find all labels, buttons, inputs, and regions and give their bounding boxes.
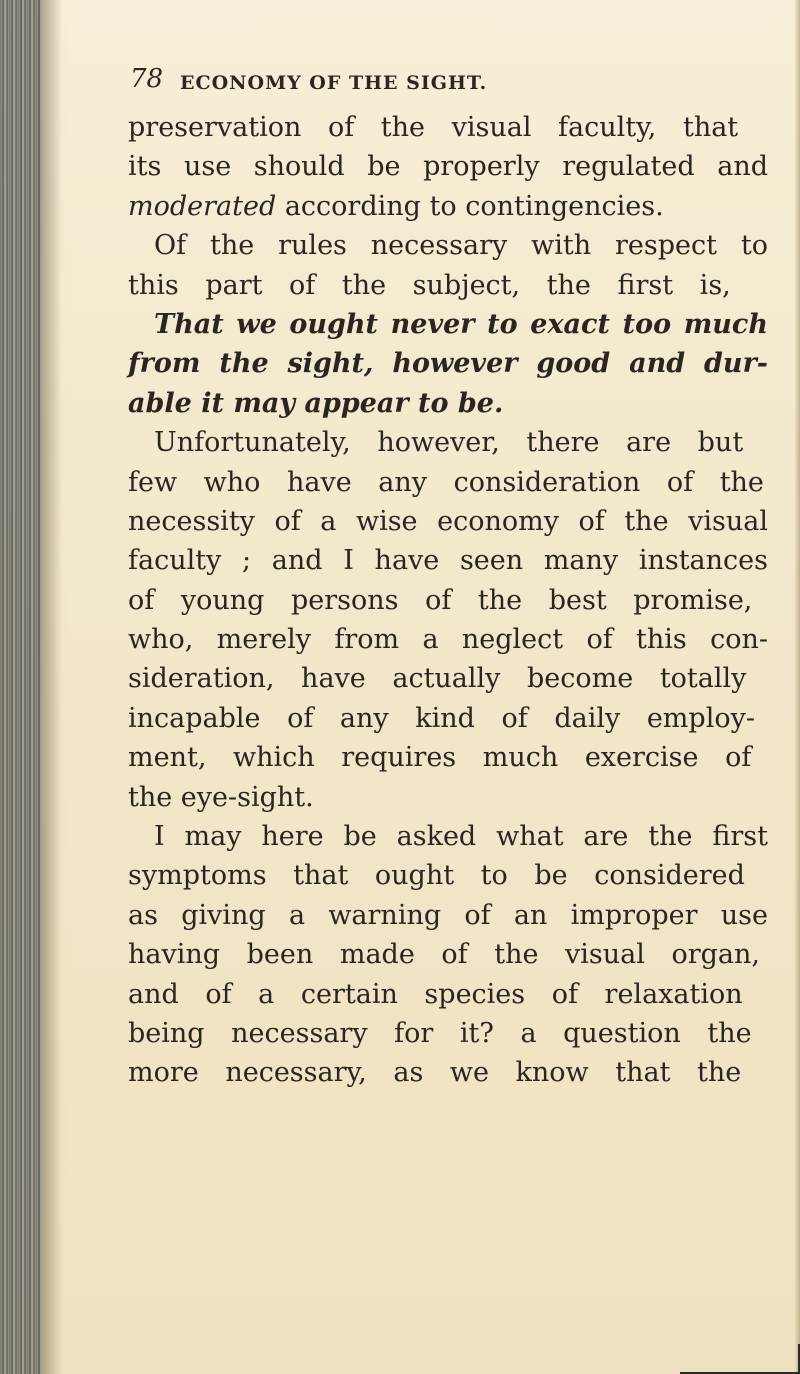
text-line [128, 659, 768, 698]
text-span: necessity of a wise economy of the visual [128, 505, 768, 537]
text-line [128, 896, 768, 935]
text-line [128, 620, 768, 659]
book-binding [0, 0, 42, 1374]
text-line [128, 1053, 768, 1092]
text-line [128, 305, 768, 344]
text-line [128, 541, 768, 580]
text-line [128, 266, 768, 305]
text-span: few who have any consideration of the [128, 466, 764, 498]
text-line [128, 975, 768, 1014]
text-span: moderated [128, 190, 277, 222]
text-span: the eye-sight. [128, 781, 314, 813]
page-header [130, 64, 650, 104]
text-span: its use should be properly regulated and [128, 151, 768, 183]
text-span: preservation of the visual faculty, that [128, 112, 739, 143]
text-span: That we ought never to exact too much [154, 308, 768, 340]
text-span: who, merely from a neglect of this con- [128, 624, 768, 656]
running-head: ECONOMY OF THE SIGHT. [180, 72, 488, 94]
text-line [128, 502, 768, 541]
gutter-shadow [42, 0, 62, 1374]
text-span: Of the rules necessary with respect to [154, 230, 768, 262]
text-line [128, 187, 768, 226]
page-number: 78 [130, 64, 164, 94]
text-line [128, 226, 768, 265]
text-span: more necessary, as we know that the [128, 1057, 742, 1089]
text-span: this part of the subject, the first is, [128, 269, 731, 301]
text-span: symptoms that ought to be considered [128, 860, 745, 892]
text-span: I may here be asked what are the first [154, 821, 768, 853]
text-span: having been made of the visual organ, [128, 939, 760, 971]
text-line [128, 778, 768, 817]
text-span: according to contingencies. [276, 190, 664, 222]
page-edge [794, 0, 800, 1374]
text-span: being necessary for it? a question the [128, 1017, 752, 1049]
text-line [128, 1014, 768, 1053]
text-line [128, 856, 768, 895]
text-line [128, 108, 768, 147]
text-span: incapable of any kind of daily employ- [128, 702, 755, 734]
text-line [128, 935, 768, 974]
text-span: sideration, have actually become totally [128, 663, 747, 695]
text-line [128, 817, 768, 856]
text-span: Unfortunately, however, there are but [154, 427, 744, 459]
text-span: from the sight, however good and dur- [128, 348, 768, 380]
text-span: ment, which requires much exercise of [128, 742, 752, 774]
text-span: of young persons of the best promise, [128, 584, 753, 616]
text-span: faculty ; and I have seen many instances [128, 545, 768, 577]
text-line [128, 463, 768, 502]
text-line [128, 699, 768, 738]
text-span: and of a certain species of relaxation [128, 978, 743, 1010]
text-line [128, 738, 768, 777]
text-line [128, 384, 768, 423]
text-line [128, 147, 768, 186]
text-line [128, 423, 768, 462]
text-span: as giving a warning of an improper use [128, 899, 768, 931]
text-line [128, 581, 768, 620]
text-line [128, 344, 768, 383]
text-span: able it may appear to be. [128, 387, 504, 419]
page-corner [680, 1344, 800, 1374]
body-text [128, 108, 768, 1093]
